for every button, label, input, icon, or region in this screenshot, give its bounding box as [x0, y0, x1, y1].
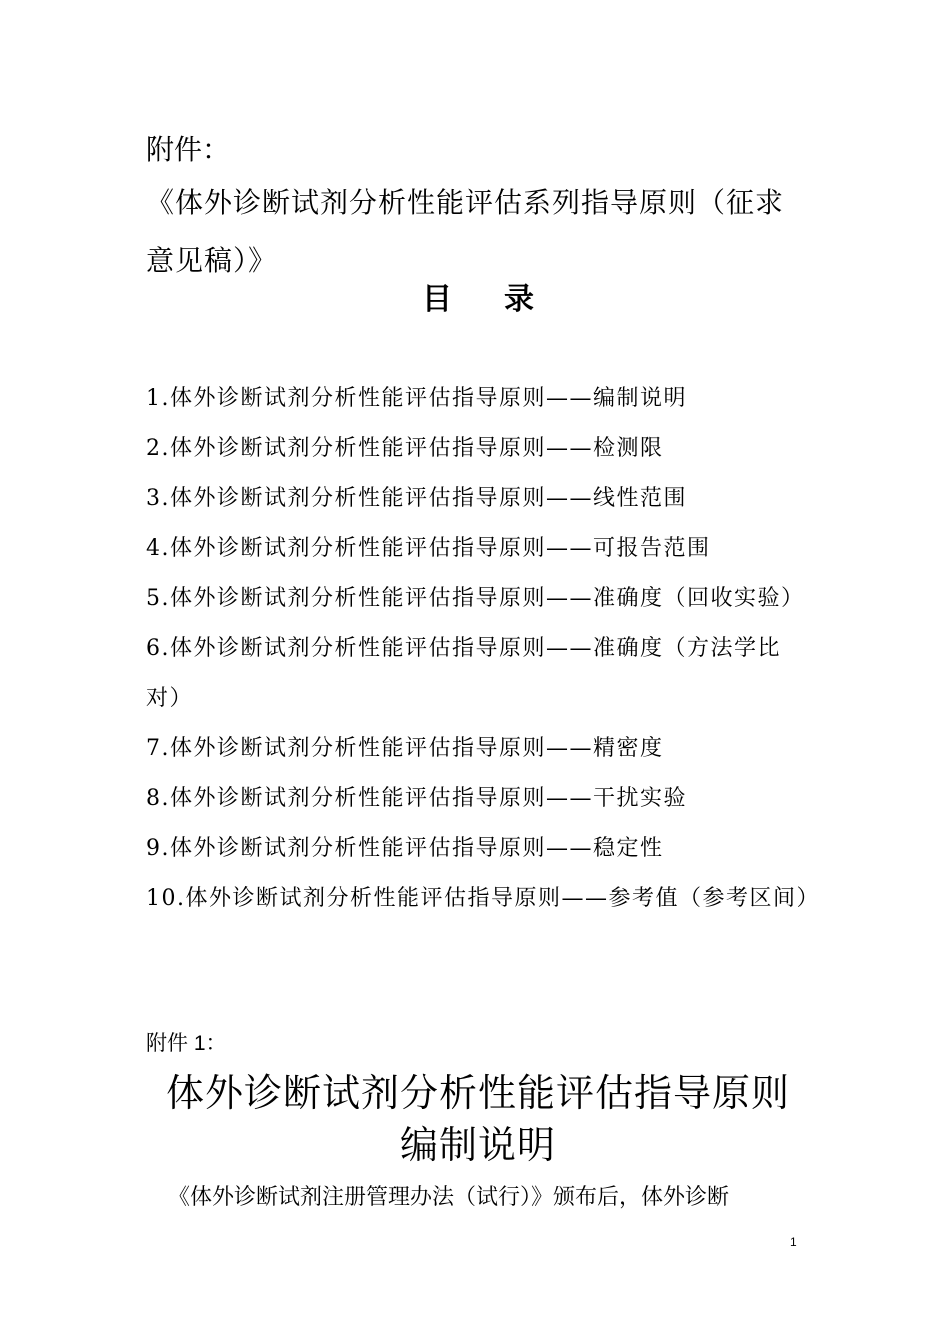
page-number: 1 — [790, 1235, 797, 1249]
toc-heading-right: 录 — [504, 282, 534, 317]
attachment1-title — [146, 1068, 810, 1172]
toc-item[interactable]: 6.体外诊断试剂分析性能评估指导原则——准确度（方法学比对） — [146, 636, 781, 711]
toc-item[interactable]: 8.体外诊断试剂分析性能评估指导原则——干扰实验 — [146, 786, 687, 811]
toc-item[interactable]: 4.体外诊断试剂分析性能评估指导原则——可报告范围 — [146, 536, 711, 561]
toc-item[interactable]: 1.体外诊断试剂分析性能评估指导原则——编制说明 — [146, 386, 687, 411]
toc-item[interactable]: 5.体外诊断试剂分析性能评估指导原则——准确度（回收实验） — [146, 586, 805, 611]
document-title: 《体外诊断试剂分析性能评估系列指导原则（征求意见稿）》 — [146, 186, 785, 277]
toc-item[interactable]: 7.体外诊断试剂分析性能评估指导原则——精密度 — [146, 736, 664, 761]
toc-heading — [146, 280, 810, 320]
toc-item[interactable]: 10.体外诊断试剂分析性能评估指导原则——参考值（参考区间） — [146, 886, 820, 911]
toc-item[interactable]: 9.体外诊断试剂分析性能评估指导原则——稳定性 — [146, 836, 664, 861]
attachment-label: 附件： — [146, 133, 231, 166]
toc-item[interactable]: 2.体外诊断试剂分析性能评估指导原则——检测限 — [146, 436, 664, 461]
toc-heading-left: 目 — [422, 282, 452, 317]
attachment1-title-line2: 编制说明 — [399, 1125, 556, 1167]
intro-paragraph: 《体外诊断试剂注册管理办法（试行）》颁布后，体外诊断 — [168, 1184, 730, 1209]
toc-item[interactable]: 3.体外诊断试剂分析性能评估指导原则——线性范围 — [146, 486, 687, 511]
attachment1-label: 附件 1： — [146, 1032, 227, 1055]
toc-list — [146, 374, 820, 924]
attachment1-title-line1: 体外诊断试剂分析性能评估指导原则 — [165, 1073, 790, 1115]
